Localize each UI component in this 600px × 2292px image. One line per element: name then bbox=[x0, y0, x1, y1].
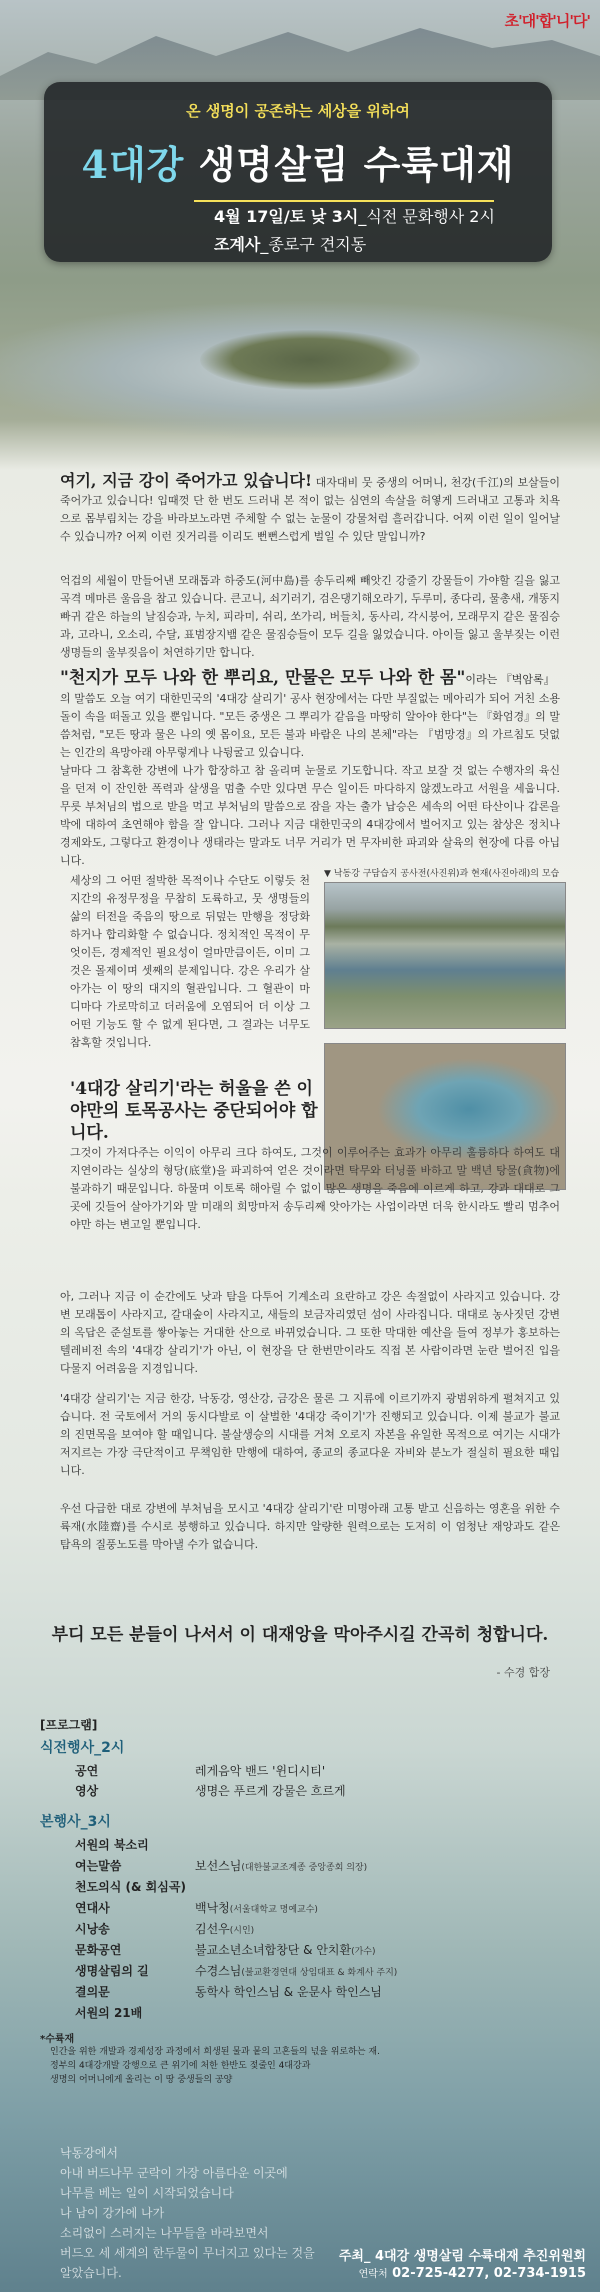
paragraph-2: 억겁의 세월이 만들어낸 모래톱과 하중도(河中島)를 송두리째 빼앗긴 강줄기 강물들이 가야할 길을 잃고 곡격 메마른 울음을 참고 있습니다. 큰고니, 쇠기러기, 검은댕기해오라기, 두루미, 종다리, 물총새, 개똥지빠귀 같은 하늘의 날짐승과, 누치, 피라미, 쉬리, 쏘가리, 버들치, 동사리, 각시붕어, 모래무지 같은 물짐승과, 고라니, 오소리, 수달, 표범장지뱀 같은 물짐승들이 모두 길을 잃었습니다. 아이들 잃고 울부짖는 이런 생명들의 울부짖음이 처연하기만 합니다. bbox=[60, 574, 560, 659]
row-value-main: 백낙청 bbox=[195, 1901, 230, 1915]
row-value-note: (불교환경연대 상임대표 & 화계사 주지) bbox=[241, 1968, 398, 1978]
row-value bbox=[195, 1941, 535, 1958]
row-value: 생명은 푸르게 강물은 흐르게 bbox=[195, 1784, 346, 1798]
paragraph-7: 아, 그러나 지금 이 순간에도 낫과 탐을 다투어 기계소리 요란하고 강은 속절없이 사라지고 있습니다. 강변 모래톱이 사라지고, 갈대숲이 사라지고, 새들의 보금자리였던 섬이 사라집니다. 대대로 농사짓던 강변의 옥답은 준설토를 쌓아놓는 거대한 산으로 바뀌었습니다. 그 또한 막대한 예산을 들여 정부가 홍보하는 텔레비전 속의 '4대강 살리기'가 아닌, 이 현장을 단 한번만이라도 직접 본 사람이라면 눈란 벌어진 입을 다물지 어려움을 지경입니다. bbox=[60, 1290, 560, 1375]
row-label: 생명살림의 길 bbox=[75, 1964, 149, 1978]
paragraph-4: 날마다 그 참혹한 강변에 나가 합장하고 참 올리며 눈물로 기도합니다. 작고 보잘 것 없는 수행자의 육신을 던져 이 잔인한 폭력과 살생을 멈출 수만 있다면 무슨 일이든 마다하지 않겠노라고 서원을 세웁니다. 무릇 부처님의 법으로 받을 먹고 부처님의 말씀으로 잠을 자는 출가 납승은 세속의 어떤 타산이나 갑론을박에 대하여 초연해야 함을 잘 압니다. 그러나 지금 대한민국의 4대강에서 벌어지고 있는 참상은 정치나 경제와도, 그렇다고 환경이나 생태라는 말과도 너무 거리가 먼 무자비한 파괴와 살육의 현장에 다름 아닙니다. bbox=[60, 764, 560, 867]
row-value-main: 수경스님 bbox=[195, 1964, 242, 1978]
paragraph-1 bbox=[60, 472, 560, 546]
row-value: 레게음악 밴드 '윈디시티' bbox=[195, 1764, 326, 1778]
paragraph-3: 의 말씀도 오늘 여기 대한민국의 '4대강 살리기' 공사 현장에서는 다만 부질없는 메아리가 되어 거친 소용돌이 속을 떠돌고 있을 뿐입니다. "모든 중생은 그 뿌리가 같음을 마땅히 알아야 한다"는 『화엄경』의 말씀처럼, "모든 땅과 물은 나의 옛 몸이요, 모든 불과 바람은 나의 본체"라는 『범망경』의 가르침도 덧없는 인간의 욕망아래 아무렇게나 나뒹굴고 있습니다. bbox=[60, 692, 560, 759]
main-event-title: 본행사_3시 bbox=[40, 1814, 111, 1830]
before-construction-photo bbox=[324, 882, 566, 1029]
note-line: 생명의 어머니에게 올리는 이 땅 중생들의 공양 bbox=[50, 2075, 233, 2085]
row-value-note: (서울대학교 명예교수) bbox=[229, 1905, 318, 1915]
row-value-main: 김선우 bbox=[195, 1922, 230, 1936]
row-label: 서원의 북소리 bbox=[75, 1838, 149, 1852]
poem-block bbox=[60, 2143, 315, 2283]
event-title bbox=[44, 134, 552, 189]
place-detail: _종로구 견지동 bbox=[260, 235, 367, 254]
note-line: 인간을 위한 개발과 경제성장 과정에서 희생된 물과 뭍의 고혼들의 넋을 위로하는 재. bbox=[50, 2047, 380, 2057]
row-label: 서원의 21배 bbox=[75, 2006, 143, 2020]
event-place bbox=[214, 232, 366, 255]
poem-line: 나무를 베는 일이 시작되었습니다 bbox=[60, 2186, 234, 2200]
row-value: 동학사 학인스님 & 운문사 학인스님 bbox=[195, 1985, 382, 1999]
contact-info bbox=[359, 2265, 586, 2281]
photo-caption: ▼ 낙동강 구담습지 공사전(사진위)과 현재(사진아래)의 모습 bbox=[324, 869, 560, 879]
host-info: 주최_ 4대강 생명살림 수륙대재 추진위원회 bbox=[338, 2249, 586, 2264]
row-label: 영상 bbox=[75, 1784, 99, 1798]
paragraph-8: '4대강 살리기'는 지금 한강, 낙동강, 영산강, 금강은 물론 그 지류에 이르기까지 광범위하게 펼쳐지고 있습니다. 전 국토에서 거의 동시다발로 이 살벌한 '4대강 죽이기'가 진행되고 있습니다. 이제 불교가 불교의 진면목을 보여야 할 때입니다. 불살생승의 시대를 거쳐 오로지 자본을 유일한 목적으로 여기는 시대가 저지르는 가장 극단적이고 무책임한 만행에 대하여, 종교의 종교다운 자비와 분노가 절실히 필요한 때입니다. bbox=[60, 1392, 560, 1477]
poem-line: 나 남이 강가에 나가 bbox=[60, 2206, 165, 2220]
row-value-main: 불교소년소녀합창단 & 안치환 bbox=[195, 1943, 352, 1957]
row-label: 연대사 bbox=[75, 1901, 110, 1915]
date-detail: _식전 문화행사 2시 bbox=[358, 207, 495, 226]
poem-line: 알았습니다. bbox=[60, 2266, 122, 2280]
poem-line: 버드오 세 세계의 한두물이 무너지고 있다는 것을 bbox=[60, 2246, 315, 2260]
row-value bbox=[195, 1920, 535, 1937]
row-label: 시낭송 bbox=[75, 1922, 110, 1936]
contact-label: 연락처 bbox=[358, 2269, 388, 2280]
date-label: 4월 17일/토 낮 3시 bbox=[214, 207, 359, 226]
row-value bbox=[195, 1962, 535, 1979]
row-label: 천도의식 (& 회심곡) bbox=[75, 1880, 186, 1894]
pre-event-title: 식전행사_2시 bbox=[40, 1740, 125, 1756]
row-value-main: 보선스님 bbox=[195, 1859, 242, 1873]
row-value-note: (시인) bbox=[229, 1926, 255, 1936]
row-value bbox=[195, 1857, 535, 1874]
event-date bbox=[214, 204, 495, 227]
paragraph-9: 우선 다급한 대로 강변에 부처님을 모시고 '4대강 살리기'란 미명아래 고통 받고 신음하는 영혼을 위한 수륙재(水陸齋)를 수시로 봉행하고 있습니다. 하지만 알량한 원력으로는 도저히 이 엄청난 재앙과도 같은 탐욕의 질풍노도를 막아낼 수가 없습니다. bbox=[60, 1502, 560, 1551]
signature: - 수경 합장 bbox=[496, 1666, 550, 1679]
title-box bbox=[44, 82, 552, 262]
paragraph-6: 그것이 가져다주는 이익이 아무리 크다 하여도, 그것이 이루어주는 효과가 아무리 훌륭하다 하여도 대지연이라는 실상의 형당(底堂)을 파괴하여 얻은 것이라면 탁무와 터닝풀 바하고 말 백년 탕물(貪物)에 불과하기 때문입니다. 하물며 이토록 해아릴 수 없이 많은 생명을 죽음에 이르게 하고, 강과 대대로 그곳에 깃들어 살아가기와 말 미래의 희망마저 송두리째 앗아가는 사업이라면 더욱 한시라도 빨리 멈추어야만 하는 변고일 뿐입니다. bbox=[70, 1146, 560, 1231]
island-backdrop bbox=[200, 330, 420, 390]
contact-numbers: 02-725-4277, 02-734-1915 bbox=[387, 2266, 586, 2281]
title-divider bbox=[194, 200, 494, 202]
title-accent: 4대강 bbox=[81, 142, 185, 187]
note-line: 정부의 4대강개발 강행으로 큰 위기에 처한 한반도 젖줄인 4대강과 bbox=[50, 2061, 311, 2071]
poem-line: 소리없이 스러지는 나무들을 바라보면서 bbox=[60, 2226, 269, 2240]
title-rest: 생명살림 수륙대재 bbox=[184, 142, 515, 187]
row-label: 결의문 bbox=[75, 1985, 110, 1999]
invitation-logo: 초'대'합'니'다' bbox=[504, 12, 590, 30]
row-value-note: (가수) bbox=[351, 1947, 376, 1957]
quote-tail: 이라는 『벽암록』 bbox=[465, 673, 555, 686]
row-label: 문화공연 bbox=[75, 1943, 122, 1957]
paragraph-1-text: 대자대비 뭇 중생의 어머니, 천강(千江)의 보살들이 죽어가고 있습니다! 입때껏 단 한 번도 드러내 본 적이 없는 심연의 속살을 허옇게 드러내고 고통과 치욕으로 몸부림치는 강을 바라보노라면 주체할 수 없는 눈물이 강물처럼 흘러갑니다. 어찌 이런 일이 일어날 수 있습니까? 어찌 이런 짓거리를 이리도 뻔뻔스럽게 벌일 수 있단 말입니까? bbox=[60, 476, 560, 543]
event-subtitle: 온 생명이 공존하는 세상을 위하여 bbox=[186, 102, 410, 120]
poem-line: 낙동강에서 bbox=[60, 2146, 118, 2160]
paragraph-5: 세상의 그 어떤 절박한 목적이나 수단도 이렇듯 천지간의 유정무정을 무참히 도륙하고, 뭇 생명들의 삶의 터전을 죽음의 땅으로 뒤덮는 만행을 정당화하거나 합리화할 수 없습니다. 정치적인 목적이 무엇이든, 경제적인 필요성이 얼마만큼이든, 이미 그것은 몰제이며 셋째의 분제입니다. 강은 우리가 살아가는 이 땅의 대지의 혈관입니다. 그 혈관이 마디마다 가로막히고 더러움에 오염되어 더 이상 그 어떤 기능도 할 수 없게 된다면, 그 결과는 너무도 참혹할 것입니다. bbox=[70, 874, 310, 1049]
row-label: 공연 bbox=[75, 1764, 99, 1778]
program-tag: [프로그램] bbox=[40, 1718, 98, 1732]
note-title: *수륙재 bbox=[40, 2034, 75, 2045]
quote-headline bbox=[60, 667, 560, 691]
stop-headline: '4대강 살리기'라는 허울을 쓴 이 야만의 토목공사는 중단되어야 합니다. bbox=[70, 1079, 318, 1143]
row-value bbox=[195, 1899, 535, 1916]
row-value-note: (대한불교조계종 중앙종회 의장) bbox=[241, 1863, 368, 1873]
place-label: 조계사 bbox=[214, 235, 261, 254]
row-label: 여는말씀 bbox=[75, 1859, 122, 1873]
quote-text: "천지가 모두 나와 한 뿌리요, 만물은 모두 나와 한 몸" bbox=[60, 668, 466, 688]
poem-line: 아내 버드나무 군락이 가장 아름다운 이곳에 bbox=[60, 2166, 288, 2180]
closing-appeal: 부디 모든 분들이 나서서 이 대재앙을 막아주시길 간곡히 청합니다. bbox=[51, 1625, 549, 1645]
paragraph-1-lead: 여기, 지금 강이 죽어가고 있습니다! bbox=[60, 471, 312, 490]
hero-banner bbox=[0, 0, 600, 460]
